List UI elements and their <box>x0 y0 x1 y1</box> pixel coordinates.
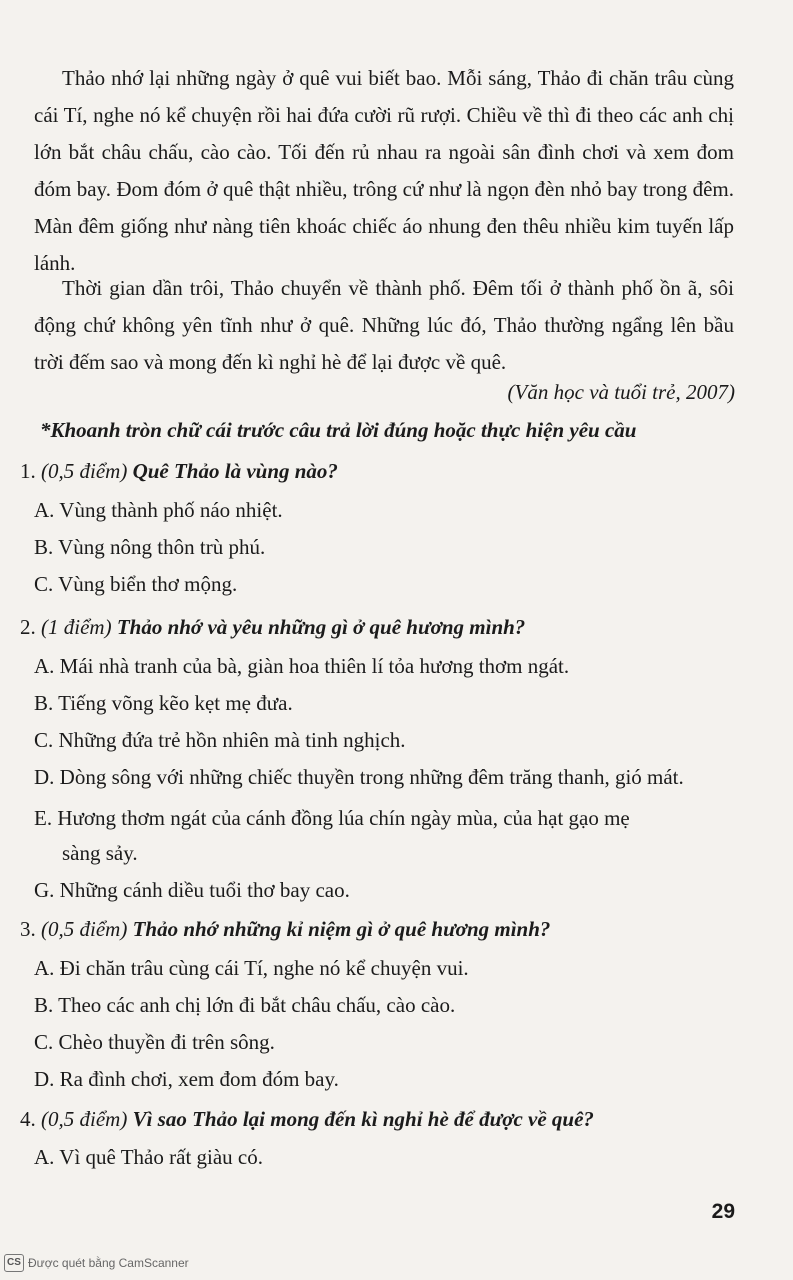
passage-paragraph-2: Thời gian dần trôi, Thảo chuyển về thành phố. Đêm tối ở thành phố ồn ã, sôi động chứ không yên tĩnh như ở quê. Những lúc đó, Thảo thường ngẩng lên bầu trời đếm sao và mong đến kì nghỉ hè để lại được về quê. <box>34 276 734 374</box>
question-3-option-b: B. Theo các anh chị lớn đi bắt châu chấu, cào cào. <box>34 993 456 1017</box>
scanner-watermark-text: Được quét bằng CamScanner <box>28 1256 189 1270</box>
question-2-option-g: G. Những cánh diều tuổi thơ bay cao. <box>34 878 350 902</box>
question-2-option-e-continued: sàng sảy. <box>62 841 138 865</box>
question-number: 3. <box>20 917 36 941</box>
passage-source: (Văn học và tuổi trẻ, 2007) <box>507 380 735 404</box>
question-2-option-d: D. Dòng sông với những chiếc thuyền trong những đêm trăng thanh, gió mát. <box>34 765 684 789</box>
camscanner-icon: CS <box>4 1254 24 1272</box>
question-text: Quê Thảo là vùng nào? <box>132 459 338 483</box>
question-2-option-c: C. Những đứa trẻ hồn nhiên mà tinh nghịch. <box>34 728 406 752</box>
question-1-option-c: C. Vùng biển thơ mộng. <box>34 572 238 596</box>
question-2 <box>20 610 760 644</box>
question-3-option-a: A. Đi chăn trâu cùng cái Tí, nghe nó kể chuyện vui. <box>34 956 469 980</box>
question-number: 1. <box>20 459 36 483</box>
question-1-option-a: A. Vùng thành phố náo nhiệt. <box>34 498 283 522</box>
page-number: 29 <box>711 1200 735 1223</box>
question-4-option-a: A. Vì quê Thảo rất giàu có. <box>34 1145 264 1169</box>
question-1 <box>20 454 760 488</box>
question-points: (0,5 điểm) <box>41 917 128 941</box>
question-number: 2. <box>20 615 36 639</box>
question-3-option-c: C. Chèo thuyền đi trên sông. <box>34 1030 275 1054</box>
question-points: (0,5 điểm) <box>41 459 128 483</box>
passage-paragraph-1: Thảo nhớ lại những ngày ở quê vui biết bao. Mỗi sáng, Thảo đi chăn trâu cùng cái Tí, nghe nó kể chuyện rồi hai đứa cười rũ rượi. Chiều về thì đi theo các anh chị lớn bắt châu chấu, cào cào. Tối đến rủ nhau ra ngoài sân đình chơi và xem đom đóm bay. Đom đóm ở quê thật nhiều, trông cứ như là ngọn đèn nhỏ bay trong đêm. Màn đêm giống như nàng tiên khoác chiếc áo nhung đen thêu nhiều kim tuyến lấp lánh. <box>34 66 734 275</box>
question-text: Thảo nhớ và yêu những gì ở quê hương mình? <box>116 615 526 639</box>
question-4 <box>20 1102 760 1136</box>
question-number: 4. <box>20 1107 36 1131</box>
question-2-option-e: E. Hương thơm ngát của cánh đồng lúa chín ngày mùa, của hạt gạo mẹ <box>34 806 630 830</box>
question-points: (1 điểm) <box>41 615 112 639</box>
question-2-option-b: B. Tiếng võng kẽo kẹt mẹ đưa. <box>34 691 293 715</box>
question-3-option-d: D. Ra đình chơi, xem đom đóm bay. <box>34 1067 339 1091</box>
question-text: Vì sao Thảo lại mong đến kì nghỉ hè để được về quê? <box>132 1107 594 1131</box>
question-text: Thảo nhớ những kỉ niệm gì ở quê hương mình? <box>132 917 551 941</box>
question-3 <box>20 912 760 946</box>
question-1-option-b: B. Vùng nông thôn trù phú. <box>34 535 266 559</box>
scanner-watermark <box>4 1254 189 1272</box>
instruction-text: *Khoanh tròn chữ cái trước câu trả lời đúng hoặc thực hiện yêu cầu <box>40 418 637 442</box>
question-points: (0,5 điểm) <box>41 1107 128 1131</box>
question-2-option-a: A. Mái nhà tranh của bà, giàn hoa thiên lí tỏa hương thơm ngát. <box>34 654 570 678</box>
